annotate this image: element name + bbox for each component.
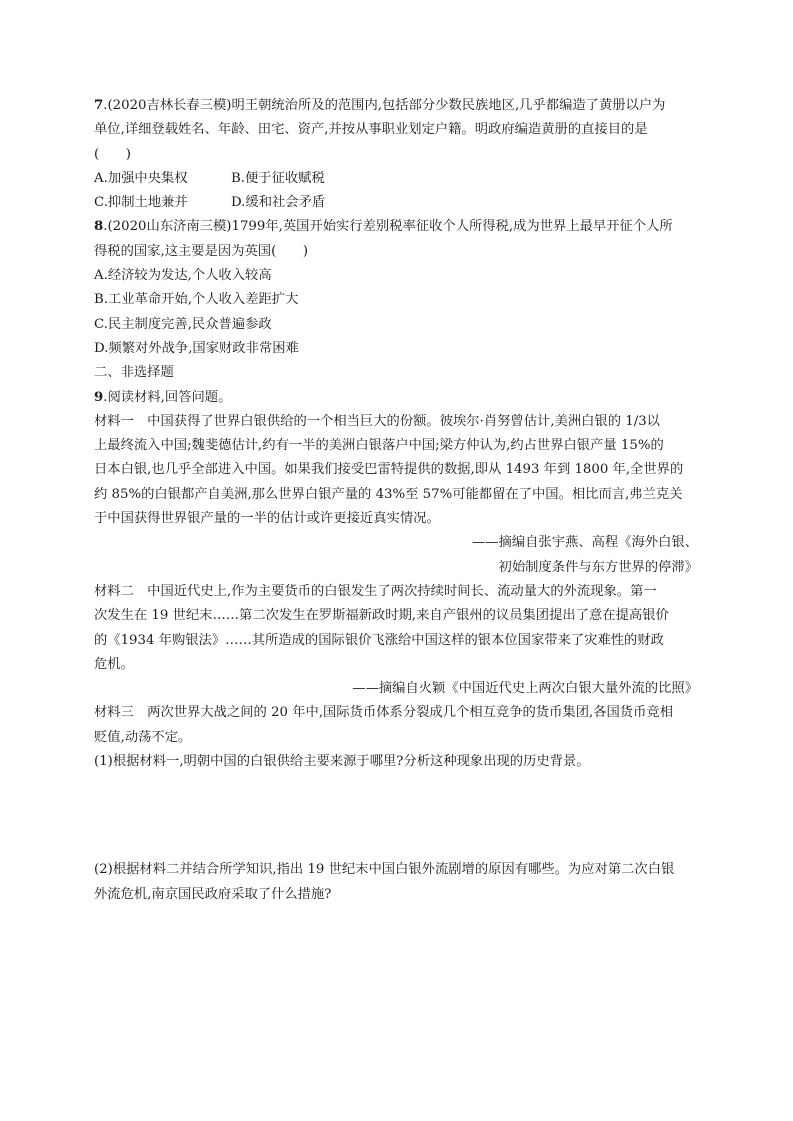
material-line: 材料三 两次世界大战之间的 20 年中,国际货币体系分裂成几个相互竞争的货币集团,各国货币竞相 <box>94 705 673 721</box>
material-2 <box>94 580 698 701</box>
question-number: 8 <box>94 219 104 235</box>
option-b: B.工业革命开始,个人收入差距扩大 <box>94 292 299 308</box>
sub-question-2: (2)根据材料二并结合所学知识,指出 19 世纪末中国白银外流剧增的原因有哪些。为应对第二次白银 <box>94 862 675 878</box>
question-number: 9 <box>94 389 104 405</box>
material-line: 的《1934 年购银法》……其所造成的国际银价飞涨给中国这样的银本位国家带来了灾难性的财政 <box>94 632 664 648</box>
source-citation: 初始制度条件与东方世界的停滞》 <box>498 559 698 575</box>
question-text: .阅读材料,回答问题。 <box>103 389 232 405</box>
question-9 <box>94 386 698 907</box>
sub-question-2: 外流危机,南京国民政府采取了什么措施? <box>94 886 332 902</box>
sub-question-1: (1)根据材料一,明朝中国的白银供给主要来源于哪里?分析这种现象出现的历史背景。 <box>94 754 590 770</box>
option-a: A.经济较为发达,个人收入较高 <box>94 268 272 284</box>
answer-blank: ( ) <box>94 146 131 162</box>
material-line: 日本白银,也几乎全部进入中国。如果我们接受巴雷特提供的数据,即从 1493 年到 1800 年,全世界的 <box>94 462 684 478</box>
question-number: 7 <box>94 98 104 113</box>
question-text: .(2020吉林长春三模)明王朝统治所及的范围内,包括部分少数民族地区,几乎都编造了黄册以户为 <box>103 98 666 113</box>
option-d: D.频繁对外战争,国家财政非常困难 <box>94 340 299 356</box>
option-d: D.缓和社会矛盾 <box>231 195 326 211</box>
material-line: 危机。 <box>94 656 134 672</box>
material-line: 约 85%的白银都产自美洲,那么世界白银产量的 43%至 57%可能都留在了中国。相比而言,弗兰克关 <box>94 486 683 502</box>
exam-page <box>94 94 698 907</box>
answer-space <box>94 774 698 858</box>
material-line: 上最终流入中国;魏斐德估计,约有一半的美洲白银落户中国;梁方仲认为,约占世界白银产量 15%的 <box>94 438 664 454</box>
question-7 <box>94 94 698 215</box>
section-heading: 二、非选择题 <box>94 365 174 381</box>
question-8 <box>94 215 698 361</box>
source-citation: ——摘编自火颖《中国近代史上两次白银大量外流的比照》 <box>352 681 698 697</box>
question-text: .(2020山东济南三模)1799年,英国开始实行差别税率征收个人所得税,成为世界上最早开征个人所 <box>103 219 673 235</box>
material-1 <box>94 410 698 580</box>
option-a: A.加强中央集权 <box>94 170 188 186</box>
option-b: B.便于征收赋税 <box>231 170 325 186</box>
question-text: 单位,详细登载姓名、年龄、田宅、资产,并按从事职业划定户籍。明政府编造黄册的直接目的是 <box>94 122 648 138</box>
option-c: C.抑制土地兼并 <box>94 195 188 211</box>
material-line: 材料二 中国近代史上,作为主要货币的白银发生了两次持续时间长、流动量大的外流现象。第一 <box>94 583 657 599</box>
material-line: 次发生在 19 世纪末……第二次发生在罗斯福新政时期,来自产银州的议员集团提出了意在提高银价 <box>94 608 669 624</box>
material-line: 于中国获得世界银产量的一半的估计或许更接近真实情况。 <box>94 511 440 527</box>
material-line: 贬值,动荡不定。 <box>94 729 192 745</box>
material-3 <box>94 701 698 750</box>
material-line: 材料一 中国获得了世界白银供给的一个相当巨大的份额。彼埃尔·肖努曾估计,美洲白银的 1/3以 <box>94 413 660 429</box>
options-row <box>94 167 698 191</box>
question-text: 得税的国家,这主要是因为英国( ) <box>94 243 309 259</box>
options-row <box>94 191 698 215</box>
source-citation: ——摘编自张宇燕、高程《海外白银、 <box>471 535 698 551</box>
option-c: C.民主制度完善,民众普遍参政 <box>94 316 272 332</box>
